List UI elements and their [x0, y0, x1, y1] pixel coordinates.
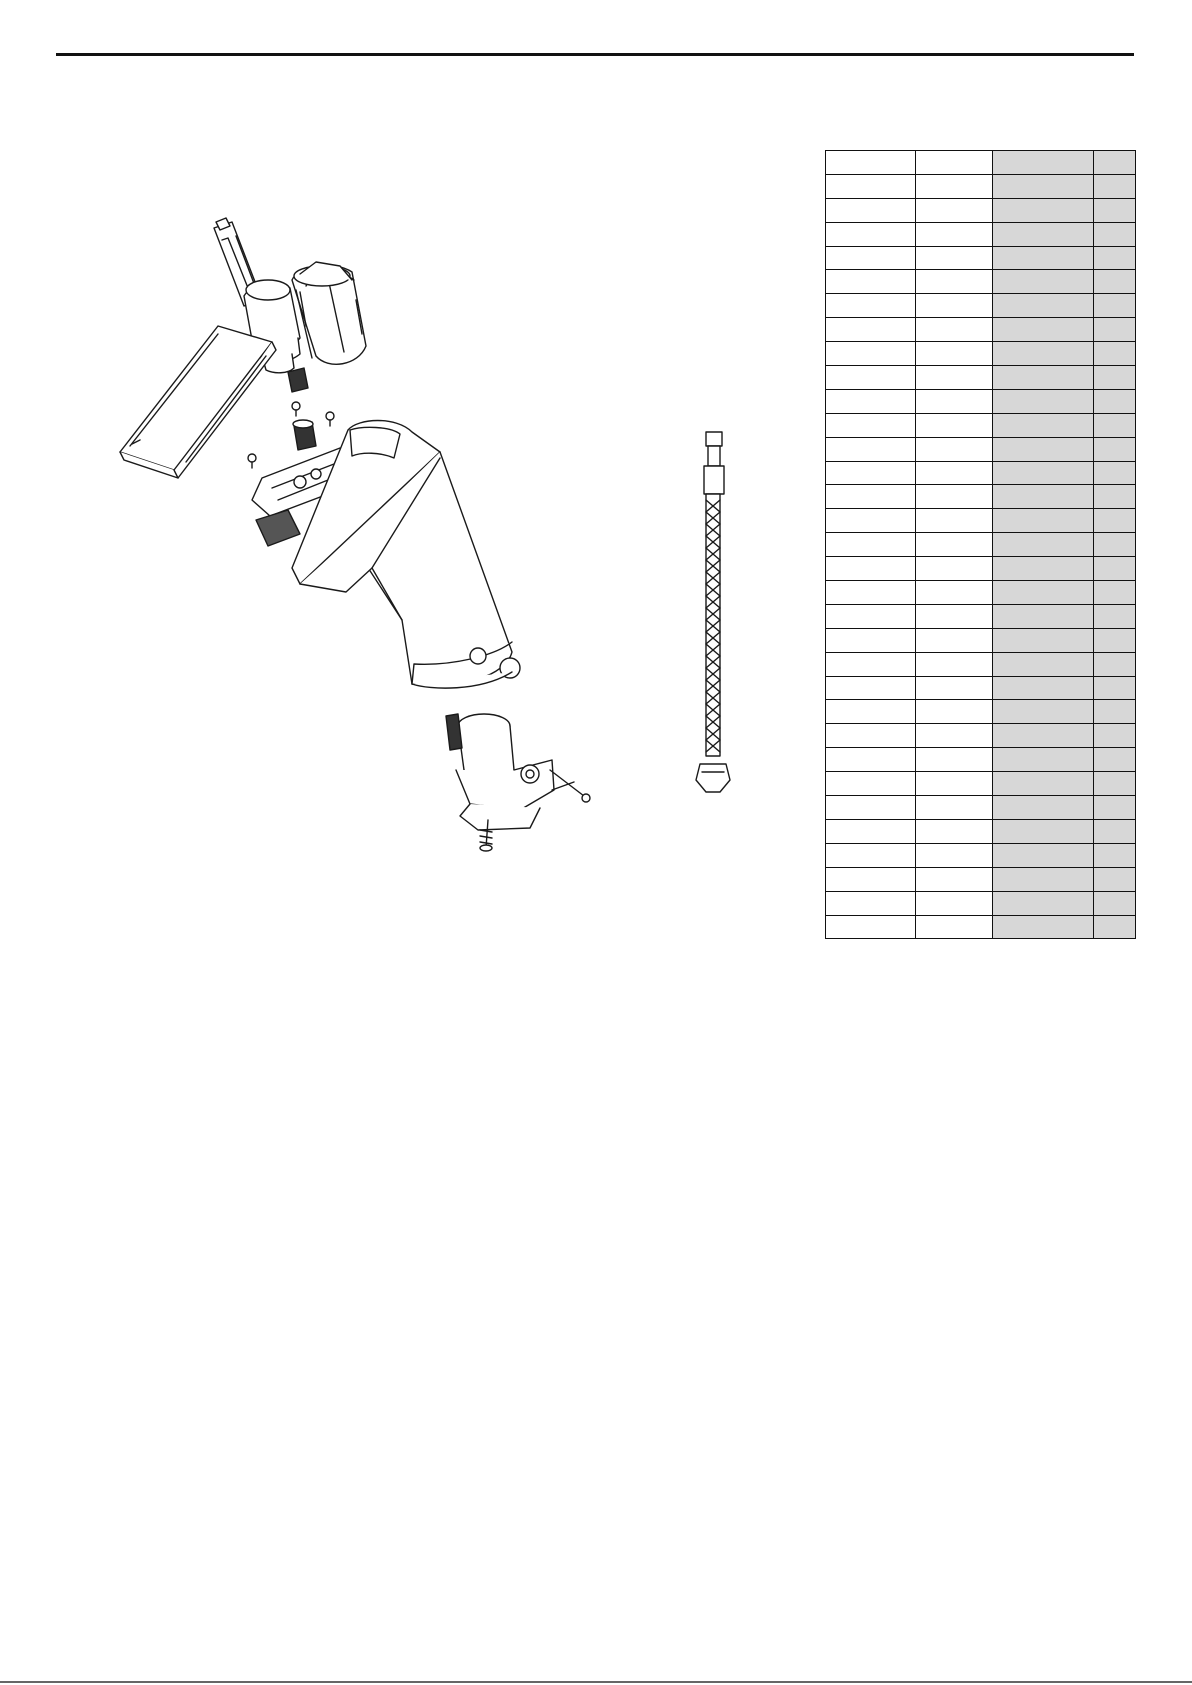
table-cell — [916, 772, 993, 796]
table-row — [826, 437, 1136, 461]
table-row — [826, 819, 1136, 843]
table-cell — [1094, 533, 1136, 557]
table-cell — [916, 843, 993, 867]
table-cell — [993, 222, 1094, 246]
table-cell — [826, 700, 916, 724]
table-cell — [826, 389, 916, 413]
table-cell — [993, 246, 1094, 270]
table-cell — [1094, 366, 1136, 390]
table-cell — [826, 342, 916, 366]
table-cell — [826, 198, 916, 222]
table-cell — [826, 318, 916, 342]
table-cell — [993, 294, 1094, 318]
table-cell — [916, 246, 993, 270]
table-cell — [1094, 294, 1136, 318]
table-cell — [993, 533, 1094, 557]
table-row — [826, 413, 1136, 437]
table-cell — [1094, 891, 1136, 915]
table-row — [826, 318, 1136, 342]
table-cell — [993, 915, 1094, 939]
table-row — [826, 509, 1136, 533]
braided-hose-icon — [696, 432, 730, 792]
table-row — [826, 915, 1136, 939]
table-cell — [916, 819, 993, 843]
table-cell — [826, 533, 916, 557]
table-cell — [826, 676, 916, 700]
table-cell — [916, 485, 993, 509]
filter-cartridge-icon — [292, 262, 366, 364]
table-row — [826, 724, 1136, 748]
table-cell — [916, 796, 993, 820]
table-cell — [1094, 819, 1136, 843]
table-row — [826, 628, 1136, 652]
threaded-nut-icon — [288, 368, 316, 450]
table-cell — [826, 485, 916, 509]
table-cell — [993, 796, 1094, 820]
table-cell — [1094, 604, 1136, 628]
table-cell — [826, 461, 916, 485]
table-cell — [916, 318, 993, 342]
table-cell — [826, 246, 916, 270]
table-cell — [993, 174, 1094, 198]
table-cell — [826, 174, 916, 198]
table-cell — [916, 628, 993, 652]
table-row — [826, 246, 1136, 270]
table-row — [826, 174, 1136, 198]
table-row — [826, 796, 1136, 820]
table-cell — [993, 366, 1094, 390]
table-row — [826, 294, 1136, 318]
table-cell — [993, 437, 1094, 461]
table-cell — [916, 198, 993, 222]
table-cell — [1094, 270, 1136, 294]
table-cell — [1094, 915, 1136, 939]
table-cell — [993, 772, 1094, 796]
parts-list-body — [826, 151, 1136, 939]
table-cell — [916, 413, 993, 437]
table-cell — [916, 867, 993, 891]
table-cell — [993, 819, 1094, 843]
table-cell — [916, 891, 993, 915]
table-cell — [826, 772, 916, 796]
table-row — [826, 604, 1136, 628]
table-cell — [826, 819, 916, 843]
valve-base-icon — [446, 714, 590, 851]
table-cell — [1094, 867, 1136, 891]
table-cell — [916, 724, 993, 748]
table-cell — [993, 581, 1094, 605]
table-cell — [993, 151, 1094, 175]
table-cell — [916, 557, 993, 581]
table-row — [826, 652, 1136, 676]
table-cell — [826, 867, 916, 891]
table-row — [826, 151, 1136, 175]
table-cell — [1094, 318, 1136, 342]
table-row — [826, 843, 1136, 867]
table-cell — [1094, 676, 1136, 700]
table-cell — [1094, 724, 1136, 748]
table-cell — [916, 700, 993, 724]
table-cell — [993, 676, 1094, 700]
table-cell — [916, 389, 993, 413]
table-cell — [826, 843, 916, 867]
table-cell — [826, 724, 916, 748]
footer-rule — [0, 1681, 1192, 1683]
table-cell — [1094, 413, 1136, 437]
table-cell — [826, 796, 916, 820]
parts-list-table — [825, 150, 1136, 939]
table-cell — [826, 294, 916, 318]
table-cell — [916, 748, 993, 772]
table-cell — [916, 437, 993, 461]
table-cell — [1094, 485, 1136, 509]
table-cell — [1094, 652, 1136, 676]
table-cell — [1094, 246, 1136, 270]
table-cell — [1094, 151, 1136, 175]
table-cell — [826, 652, 916, 676]
table-row — [826, 891, 1136, 915]
table-row — [826, 485, 1136, 509]
table-cell — [1094, 174, 1136, 198]
table-cell — [826, 413, 916, 437]
table-row — [826, 342, 1136, 366]
table-cell — [826, 366, 916, 390]
table-cell — [1094, 700, 1136, 724]
table-cell — [916, 915, 993, 939]
table-cell — [916, 342, 993, 366]
table-cell — [993, 318, 1094, 342]
table-cell — [993, 509, 1094, 533]
table-row — [826, 198, 1136, 222]
table-row — [826, 581, 1136, 605]
table-cell — [993, 628, 1094, 652]
table-cell — [826, 151, 916, 175]
table-cell — [916, 461, 993, 485]
table-cell — [993, 652, 1094, 676]
table-cell — [993, 389, 1094, 413]
table-cell — [916, 151, 993, 175]
table-row — [826, 222, 1136, 246]
table-cell — [1094, 748, 1136, 772]
table-cell — [1094, 772, 1136, 796]
table-cell — [1094, 198, 1136, 222]
table-cell — [993, 867, 1094, 891]
table-row — [826, 676, 1136, 700]
table-cell — [993, 748, 1094, 772]
table-cell — [1094, 796, 1136, 820]
table-cell — [916, 652, 993, 676]
table-cell — [1094, 581, 1136, 605]
table-cell — [826, 222, 916, 246]
table-cell — [826, 604, 916, 628]
table-cell — [916, 581, 993, 605]
table-cell — [826, 509, 916, 533]
table-cell — [826, 915, 916, 939]
table-cell — [916, 270, 993, 294]
table-cell — [826, 891, 916, 915]
table-cell — [1094, 843, 1136, 867]
table-cell — [916, 294, 993, 318]
table-cell — [916, 676, 993, 700]
table-row — [826, 366, 1136, 390]
table-cell — [993, 724, 1094, 748]
table-cell — [826, 270, 916, 294]
table-cell — [826, 581, 916, 605]
table-cell — [826, 437, 916, 461]
table-cell — [993, 604, 1094, 628]
table-cell — [993, 557, 1094, 581]
table-cell — [993, 461, 1094, 485]
table-cell — [826, 628, 916, 652]
table-row — [826, 557, 1136, 581]
table-cell — [1094, 389, 1136, 413]
table-cell — [993, 891, 1094, 915]
table-row — [826, 867, 1136, 891]
table-cell — [1094, 437, 1136, 461]
table-row — [826, 533, 1136, 557]
table-row — [826, 748, 1136, 772]
table-cell — [916, 222, 993, 246]
table-cell — [1094, 509, 1136, 533]
table-cell — [916, 509, 993, 533]
table-cell — [993, 485, 1094, 509]
table-row — [826, 270, 1136, 294]
table-row — [826, 772, 1136, 796]
table-cell — [1094, 461, 1136, 485]
table-cell — [993, 700, 1094, 724]
table-row — [826, 461, 1136, 485]
table-cell — [1094, 222, 1136, 246]
table-cell — [993, 270, 1094, 294]
table-row — [826, 700, 1136, 724]
table-cell — [1094, 342, 1136, 366]
table-cell — [916, 174, 993, 198]
table-cell — [993, 342, 1094, 366]
table-cell — [916, 533, 993, 557]
table-cell — [826, 748, 916, 772]
table-cell — [916, 366, 993, 390]
table-cell — [1094, 628, 1136, 652]
table-row — [826, 389, 1136, 413]
table-cell — [826, 557, 916, 581]
table-cell — [993, 413, 1094, 437]
table-cell — [993, 843, 1094, 867]
table-cell — [993, 198, 1094, 222]
table-cell — [916, 604, 993, 628]
table-cell — [1094, 557, 1136, 581]
